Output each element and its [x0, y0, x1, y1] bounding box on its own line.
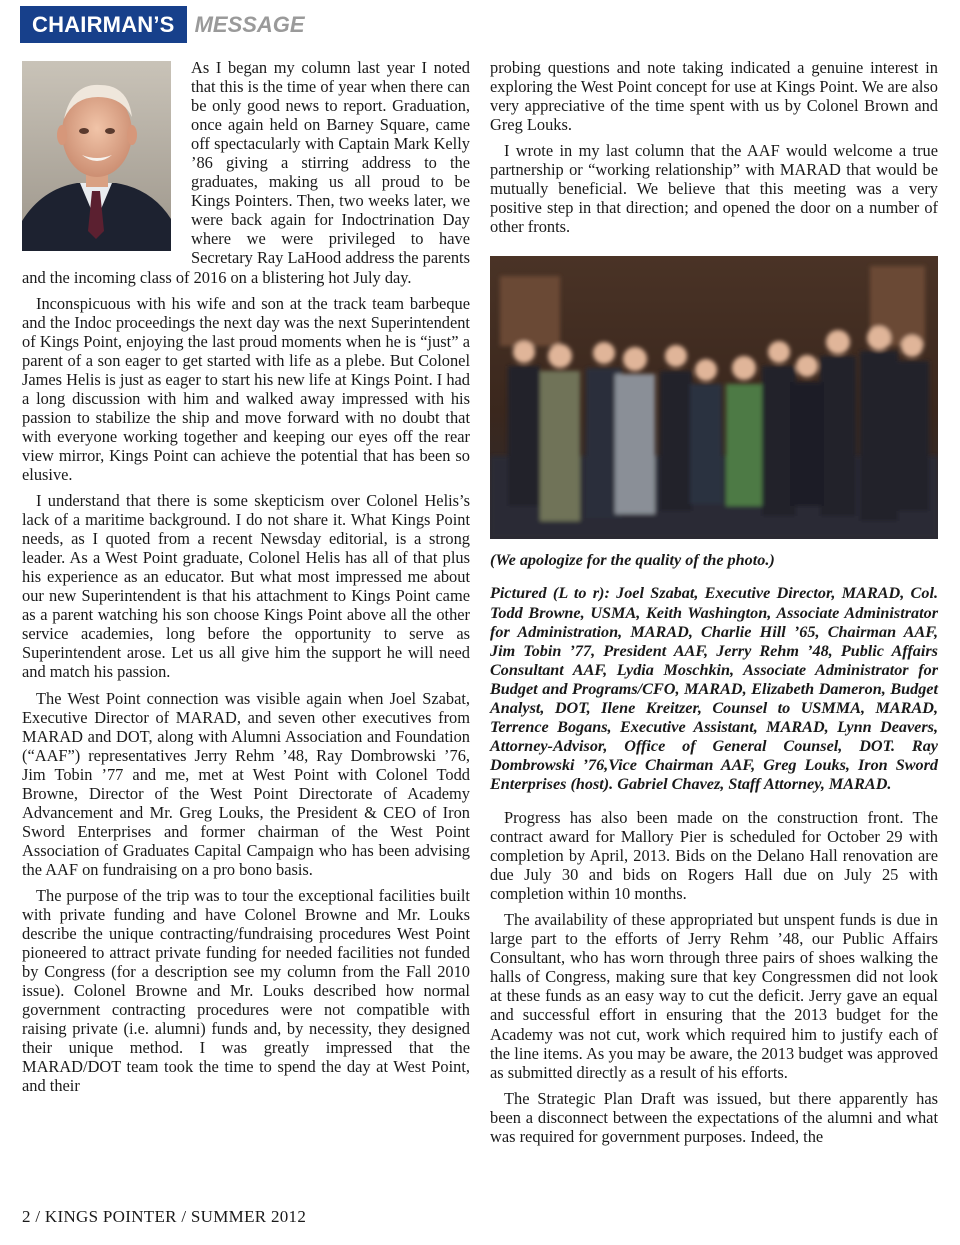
paragraph: As I began my column last year I noted that this is the time of year when there can be only good news to report. Graduation, once again held on Barney Square, came off spectacularly with Captain Mark Kelly ’86 giving a stirring address to the graduates, making us all proud to be Kings Pointers. Then, two weeks later, we were back again for Indoctrination Day where we were privileged to have Secretary Ray LaHood address the parents and the incoming class of 2016 on a blistering hot July day.: [22, 58, 470, 287]
paragraph: The availability of these appropriated but unspent funds is due in large part to the efforts of Jerry Rehm ’48, our Public Affairs Consultant, who has worn through three pairs of shoes walking the halls of Congress, making sure that key Congressmen did not look at these funds as an easy way to cut the deficit. Jerry gave an equal and successful effort in ensuring that the 2013 budget for the Academy was not cut, work which required him to justify each of the line items. As you may be aware, the 2013 budget was approved as submitted directly as a result of his efforts.: [490, 910, 938, 1082]
chairman-portrait: [22, 61, 171, 251]
paragraph: I understand that there is some skepticism over Colonel Helis’s lack of a maritime background. I do not share it. What Kings Point needs, as I quoted from a recent Newsday editorial, is a strong leader. As a West Point graduate, Colonel Helis has all of that plus his experience as an educator. But what most impressed me about our new Superintendent is that his attachment to Kings Point came as a parent watching his son choose Kings Point above all the other service academies, long before the opportunity to serve as Superintendent arose. Let us all give him the support he will need and match his passion.: [22, 491, 470, 682]
paragraph: I wrote in my last column that the AAF would welcome a true partnership or “working relationship” with MARAD that would be mutually beneficial. We believe that this meeting was a very positive step in that direction; and opened the door on a number of other fronts.: [490, 141, 938, 237]
right-column: [490, 58, 938, 1153]
paragraph: The purpose of the trip was to tour the exceptional facilities built with private funding and have Colonel Browne and Mr. Louks describe the unique contracting/fundraising procedures West Point pioneered to attract private funding for needed facilities not funded by Congress (for a description see my column from the Fall 2010 issue). Colonel Browne and Mr. Louks described how normal government contracting procedures were not compatible with raising private (i.e. alumni) funds and, by necessity, they designed their unique method. I was greatly impressed that the MARAD/DOT team took the time to spend the day at West Point, and their: [22, 885, 470, 1096]
paragraph: Progress has also been made on the construction front. The contract award for Mallory Pier is scheduled for October 29 with completion by April, 2013. Bids on the Delano Hall renovation are due July 30 and bids on Rogers Hall due on July 25 with completion within 10 months.: [490, 807, 938, 904]
photo-caption: Pictured (L to r): Joel Szabat, Executive Director, MARAD, Col. Todd Browne, USMA, Keith Washington, Associate Administrator for Administration, MARAD, Charlie Hill ’65, Chairman AAF, Jim Tobin ’77, President AAF, Jerry Rehm ’48, Public Affairs Consultant AAF, Lydia Moschkin, Associate Administrator for Budget and Programs/CFO, MARAD, Elizabeth Dameron, Budget Analyst, DOT, Ilene Kreitzer, Counsel to USMMA, MARAD, Terrence Bogans, Executive Assistant, MARAD, Lynn Deavers, Attorney-Advisor, Office of General Counsel, DOT. Ray Dombrowski ’76,Vice Chairman AAF, Greg Louks, Iron Sword Enterprises (host). Gabriel Chavez, Staff Attorney, MARAD.: [490, 584, 938, 793]
paragraph: Inconspicuous with his wife and son at the track team barbeque and the Indoc proceedings the next day was the next Superintendent of Kings Point, enjoying the last proud moments when he is “just” a parent of a son eager to get started with life as a plebe. But Colonel James Helis is just as eager to start his new life at Kings Point. I had a long discussion with him and walked away impressed with his passion to stabilize the ship and move forward with no doubt that with everyone working together and keeping our eyes off the rear view mirror, Kings Point can achieve the potential that has been so elusive.: [22, 293, 470, 484]
page-footer: 2 / KINGS POINTER / SUMMER 2012: [22, 1207, 307, 1226]
paragraph: The West Point connection was visible again when Joel Szabat, Executive Director of MARAD, and seven other executives from MARAD and DOT, along with Alumni Association and Foundation (“AAF”) representatives Jerry Rehm ’48, Ray Dombrowski ’76, Jim Tobin ’77 and me, met at West Point with Colonel Todd Browne, Director of the West Point Directorate of Academy Advancement and Mr. Greg Louks, the President & CEO of Iron Sword Enterprises and former chairman of the West Point Association of Graduates Capital Campaign who has been advising the AAF on fundraising on a pro bono basis.: [22, 688, 470, 879]
left-column: [22, 58, 470, 1102]
paragraph: The Strategic Plan Draft was issued, but there apparently has been a disconnect between the expectations of the alumni and what was required for government purposes. Indeed, the: [490, 1088, 938, 1146]
section-subtitle: MESSAGE: [194, 11, 305, 37]
section-header: [20, 6, 305, 43]
paragraph: probing questions and note taking indicated a genuine interest in exploring the West Point concept for use at Kings Point. We are also very appreciative of the time spent with us by Colonel Brown and Greg Louks.: [490, 58, 938, 135]
group-photo: [490, 256, 938, 539]
section-title: CHAIRMAN’S: [20, 6, 187, 43]
photo-apology: (We apologize for the quality of the photo.): [490, 551, 775, 570]
